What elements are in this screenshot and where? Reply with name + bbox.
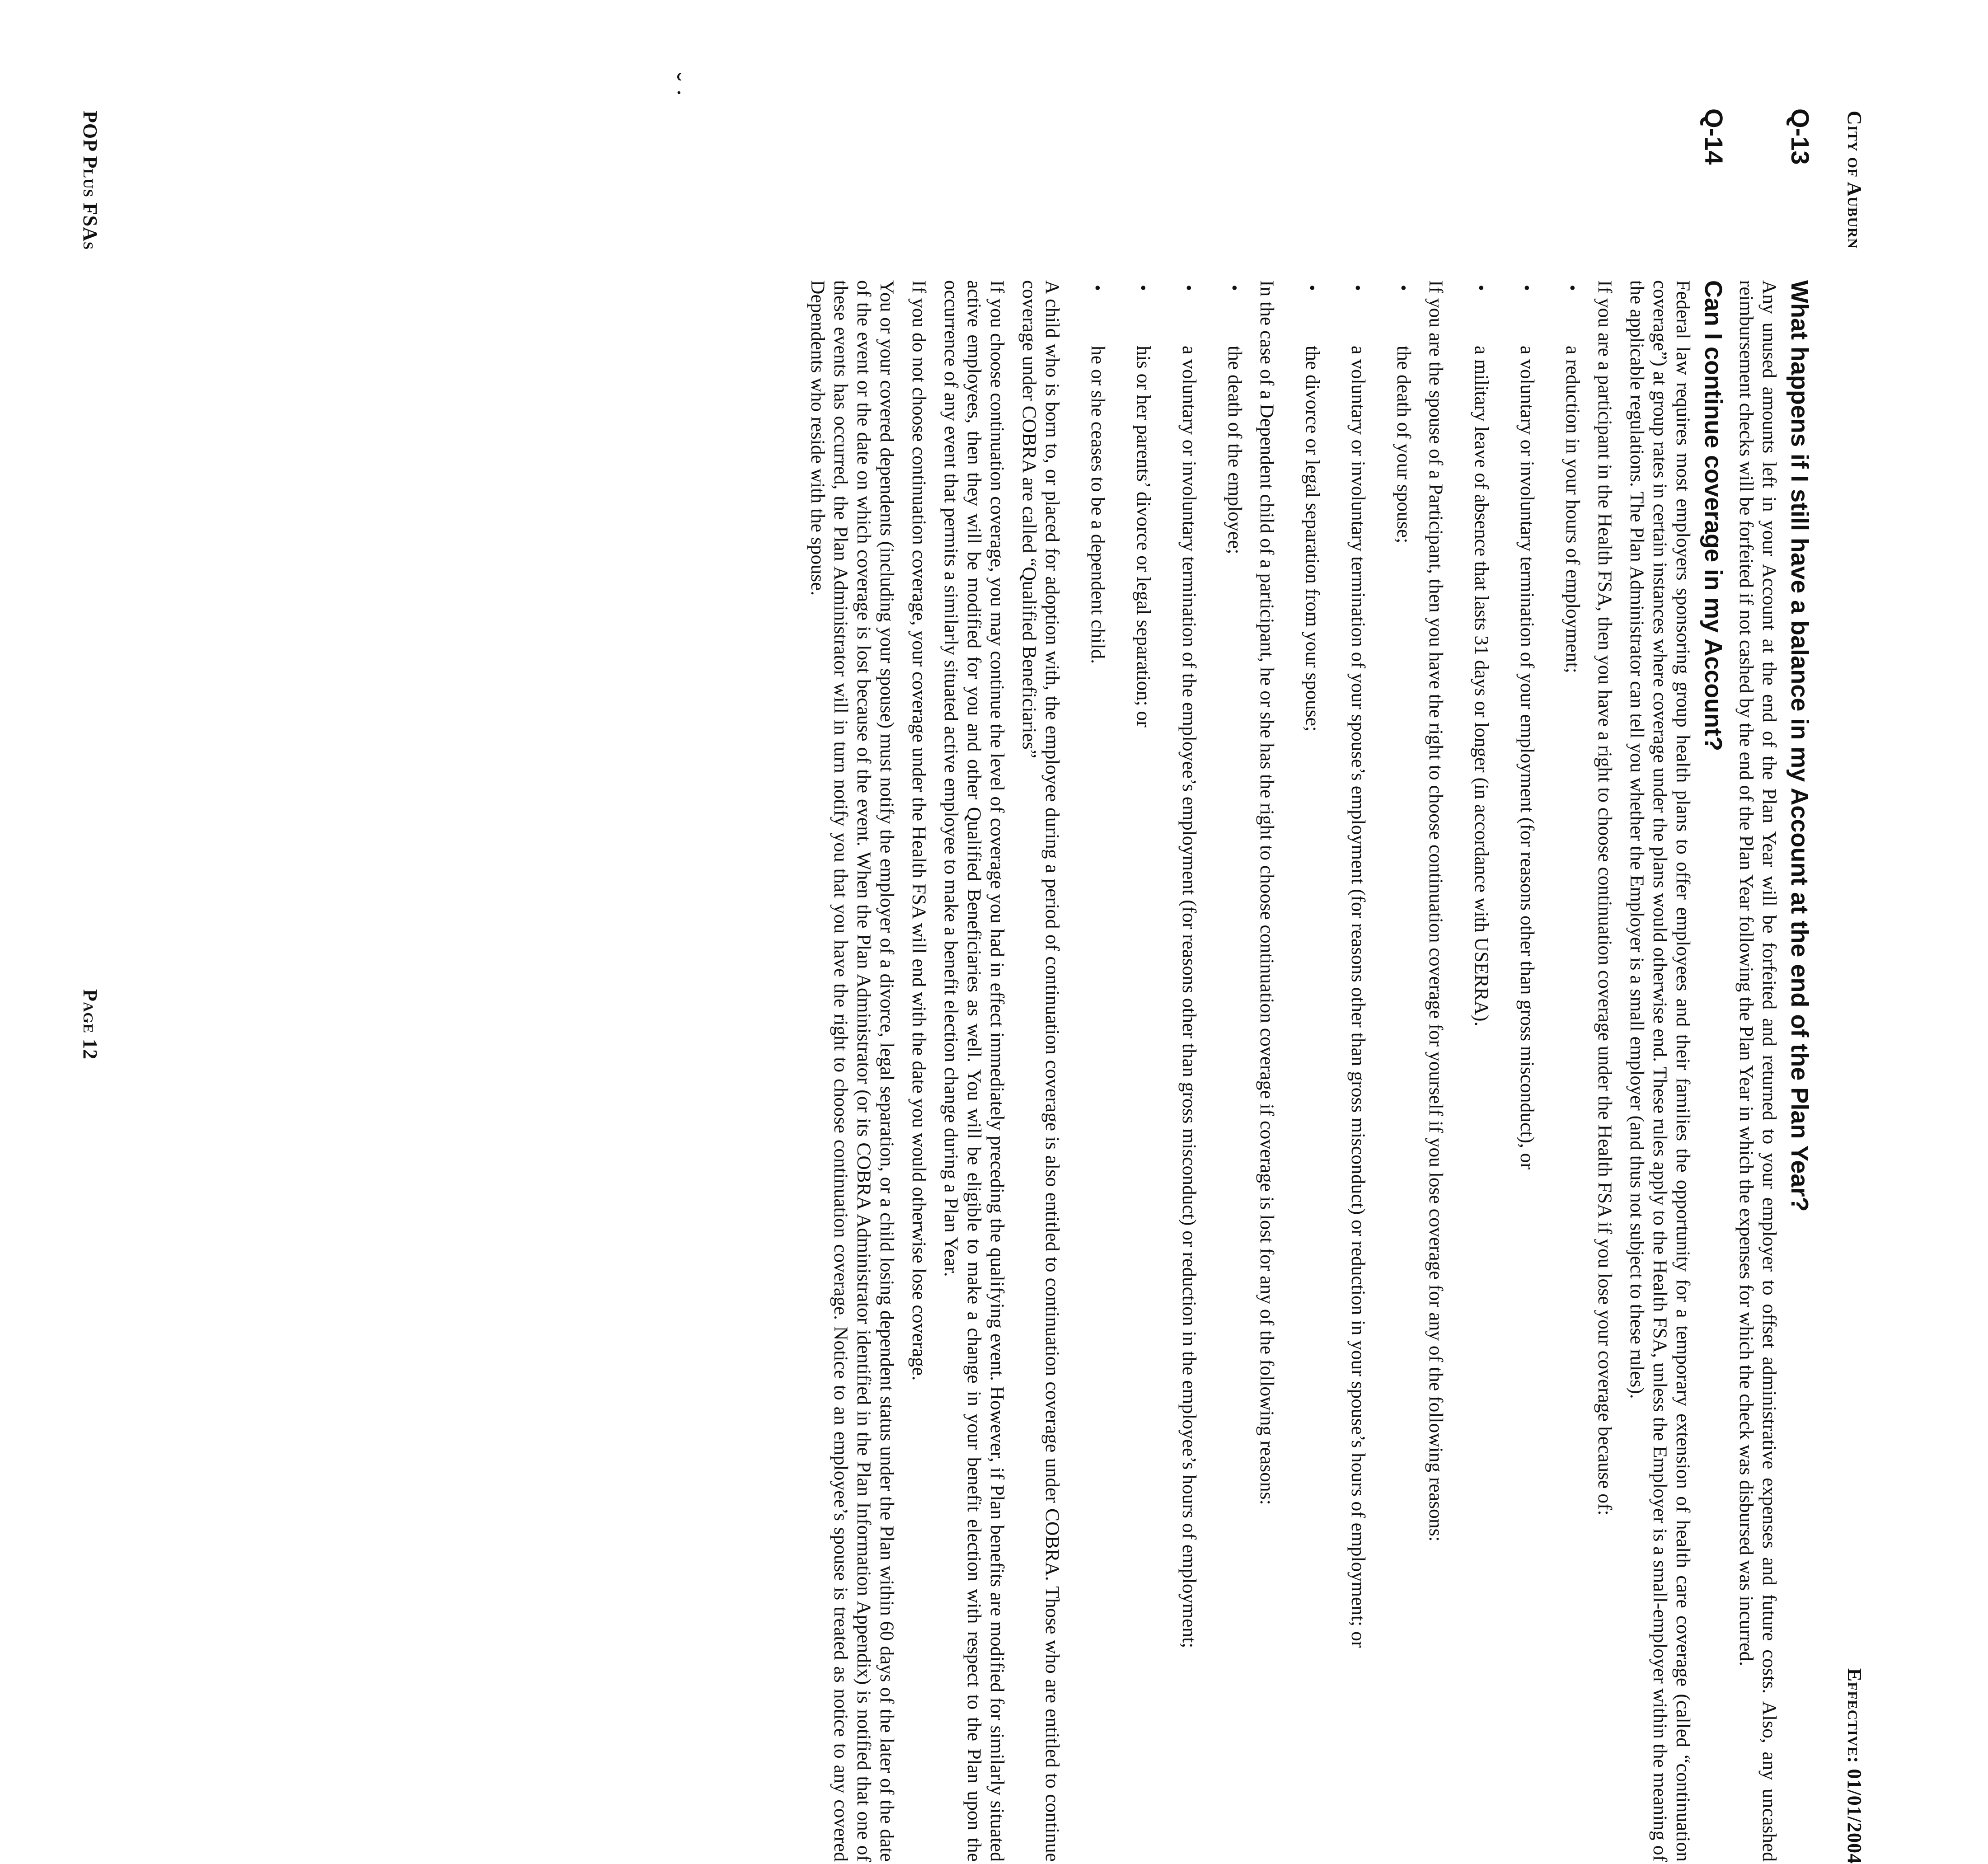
list-item-text: his or her parents’ divorce or legal separation; or: [1133, 346, 1154, 728]
footer-document-name: POP Plus FSAs: [79, 111, 101, 250]
paragraph: Any unused amounts left in your Account at the end of the Plan Year will be forfeited and returned to your employer to offset administrative expenses and future costs. Also, any uncashed reimbursement checks will be forfeited if not cashed by the end of the Plan Year following the Plan Year in which the expenses for which the check was disbursed was incurred.: [1735, 280, 1780, 1862]
bullet-icon: •: [1471, 285, 1491, 291]
paragraph: You or your covered dependents (including your spouse) must notify the employer of a divorce, legal separation, or a child losing dependent status under the Plan within 60 days of the later of the date of the event or the date on which coverage is lost because of the event. When the Plan Administrator (or its COBRA Administrator identified in the Plan Information Appendix) is notified that one of these events has occurred, the Plan Administrator will in turn notify you that you have the right to choose continuation coverage. Notice to an employee’s spouse is treated as notice to any covered Dependents who reside with the spouse.: [807, 280, 898, 1862]
question-heading: [1700, 108, 1728, 1862]
main-content: [797, 108, 1821, 1862]
list-item-text: a voluntary or involuntary termination of your spouse’s employment (for reasons other than gross misconduct) or reduction in your spouse’s hours of employment; or: [1347, 346, 1369, 1648]
list-item: [1470, 280, 1493, 1862]
header-effective-date: Effective: 01/01/2004: [1843, 1668, 1866, 1864]
list-item-text: a voluntary or involuntary termination of your employment (for reasons other than gross misconduct), or: [1516, 346, 1538, 1169]
paragraph: A child who is born to, or placed for adoption with, the employee during a period of continuation coverage is also entitled to continuation coverage under COBRA. Those who are entitled to continue coverage under COBRA are called “Qualified Beneficiaries”: [1018, 280, 1063, 1862]
bullet-icon: •: [1393, 285, 1414, 291]
bullet-icon: •: [1302, 285, 1322, 291]
list-item-text: the divorce or legal separation from your spouse;: [1302, 346, 1323, 732]
paragraph: If you are the spouse of a Participant, then you have the right to choose continuation coverage for yourself if you lose coverage for any of the following reasons:: [1425, 280, 1447, 1542]
bullet-icon: •: [1224, 285, 1245, 291]
list-item-text: the death of the employee;: [1224, 346, 1246, 554]
list-item-text: a reduction in your hours of employment;: [1562, 346, 1584, 673]
scan-marks: ˘ ˙: [656, 72, 686, 97]
bullet-icon: •: [1179, 285, 1199, 291]
bullet-icon: •: [1133, 285, 1153, 291]
list-item: [1392, 280, 1415, 1862]
list-item: [1561, 280, 1584, 1862]
paragraph: If you choose continuation coverage, you may continue the level of coverage you had in effect immediately preceding the qualifying event. However, if Plan benefits are modified for similarly situated active employees, then they will be modified for you and other Qualified Beneficiaries as well. You will be eligible to make a change in your benefit election with respect to the Plan upon the occurrence of any event that permits a similarly situated active employee to make a benefit election change during a Plan Year.: [940, 280, 1008, 1862]
bullet-icon: •: [1088, 285, 1108, 291]
bullet-icon: •: [1517, 285, 1537, 291]
answer-body: [1735, 280, 1781, 1862]
list-item: [1515, 280, 1538, 1862]
question-title: What happens if I still have a balance in my Account at the end of the Plan Year?: [1786, 280, 1813, 1212]
question-heading: [1786, 108, 1815, 1862]
list-item-text: the death of your spouse;: [1393, 346, 1415, 544]
list-item: [1346, 280, 1369, 1862]
list-item: [1301, 280, 1324, 1862]
list-item-text: a military leave of absence that lasts 31 days or longer (in accordance with USERRA).: [1471, 346, 1492, 1027]
paragraph: Federal law requires most employers sponsoring group health plans to offer employees and their families the opportunity for a temporary extension of health care coverage (called “continuation coverage”) at group rates in certain instances where coverage under the plans would otherwise end. These rules apply to the Health FSA, unless the Employer is a small-employer within the meaning of the applicable regulations. The Plan Administrator can tell you whether the Employer is a small employer (and thus not subject to these rules).: [1626, 280, 1694, 1862]
page-header: [1843, 111, 1866, 1864]
bullet-list: [1470, 280, 1584, 1862]
bullet-list: [1301, 280, 1415, 1862]
list-item: [1132, 280, 1155, 1862]
list-item-text: he or she ceases to be a dependent child.: [1087, 346, 1109, 664]
bullet-icon: •: [1348, 285, 1368, 291]
header-organization: City of Auburn: [1843, 111, 1866, 249]
list-item: [1223, 280, 1246, 1862]
paragraph: If you are a participant in the Health FSA, then you have a right to choose continuation coverage under the Health FSA if you lose your coverage because of:: [1594, 280, 1616, 1516]
bullet-icon: •: [1562, 285, 1583, 291]
list-item-text: a voluntary or involuntary termination of the employee’s employment (for reasons other than gross misconduct) or reduction in the employee’s hours of employment;: [1178, 346, 1200, 1648]
list-item: [1177, 280, 1200, 1862]
list-item: [1086, 280, 1109, 1862]
question-title: Can I continue coverage in my Account?: [1700, 280, 1727, 751]
paragraph: If you do not choose continuation coverage, your coverage under the Health FSA will end with the date you would otherwise lose coverage.: [908, 280, 930, 1381]
question-number: Q-14: [1700, 108, 1728, 165]
bullet-list: [1086, 280, 1246, 1862]
answer-body: [806, 280, 1694, 1862]
footer-page-number: Page 12: [79, 989, 101, 1060]
paragraph: In the case of a Dependent child of a participant, he or she has the right to choose continuation coverage if coverage is lost for any of the following reasons:: [1256, 280, 1278, 1505]
page-footer: [79, 111, 102, 1864]
question-number: Q-13: [1786, 108, 1815, 165]
